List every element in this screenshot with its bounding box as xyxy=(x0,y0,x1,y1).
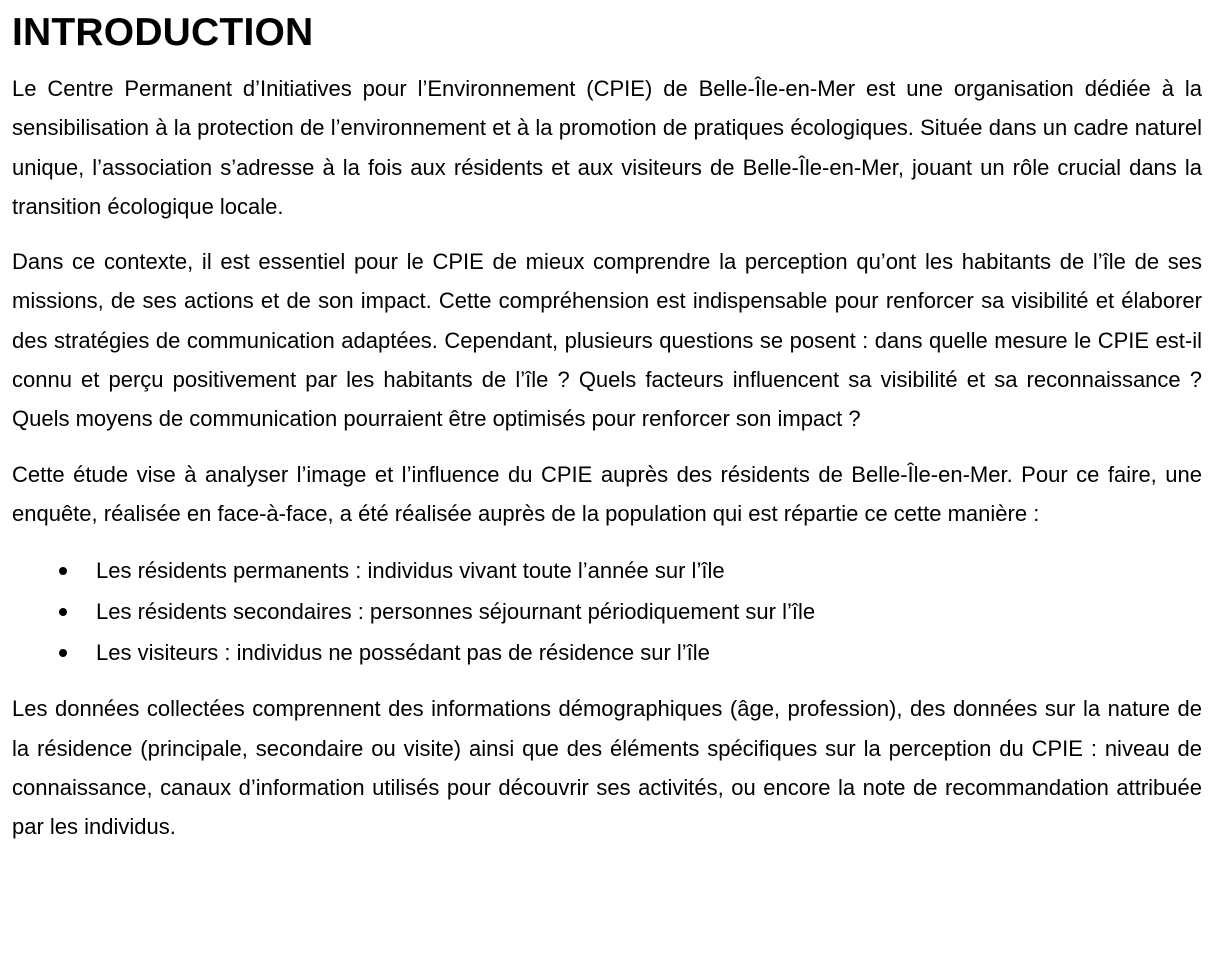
bullet-icon xyxy=(59,567,67,575)
bullet-icon xyxy=(59,608,67,616)
bullet-icon xyxy=(59,649,67,657)
list-item xyxy=(12,550,1202,591)
list-item xyxy=(12,591,1202,632)
paragraph-intro: Le Centre Permanent d’Initiatives pour l’Environnement (CPIE) de Belle-Île-en-Mer est une organisation dédiée à la sensibilisation à la protection de l’environnement et à la promotion de pratiques écologiques. Située dans un cadre naturel unique, l’association s’adresse à la fois aux résidents et aux visiteurs de Belle-Île-en-Mer, jouant un rôle crucial dans la transition écologique locale. xyxy=(12,76,1202,219)
population-list xyxy=(12,550,1202,673)
list-item xyxy=(12,632,1202,673)
paragraph-data-collected: Les données collectées comprennent des informations démographiques (âge, profession), des données sur la nature de la résidence (principale, secondaire ou visite) ainsi que des éléments spécifiques sur la perception du CPIE : niveau de connaissance, canaux d’information utilisés pour découvrir ses activités, ou encore la note de recommandation attribuée par les individus. xyxy=(12,696,1202,840)
list-item-text: Les visiteurs : individus ne possédant pas de résidence sur l’île xyxy=(96,640,710,666)
document-page xyxy=(12,8,1202,862)
paragraph-context: Dans ce contexte, il est essentiel pour le CPIE de mieux comprendre la perception qu’ont les habitants de l’île de ses missions, de ses actions et de son impact. Cette compréhension est indispensable pour renforcer sa visibilité et élaborer des stratégies de communication adaptées. Cependant, plusieurs questions se posent : dans quelle mesure le CPIE est-il connu et perçu positivement par les habitants de l’île ? Quels facteurs influencent sa visibilité et sa reconnaissance ? Quels moyens de communication pourraient être optimisés pour renforcer son impact ? xyxy=(12,249,1202,432)
list-item-text: Les résidents permanents : individus vivant toute l’année sur l’île xyxy=(96,558,725,584)
section-heading: INTRODUCTION xyxy=(12,11,314,54)
paragraph-study: Cette étude vise à analyser l’image et l’influence du CPIE auprès des résidents de Belle-Île-en-Mer. Pour ce faire, une enquête, réalisée en face-à-face, a été réalisée auprès de la population qui est répartie ce cette manière : xyxy=(12,461,1202,526)
list-item-text: Les résidents secondaires : personnes séjournant périodiquement sur l’île xyxy=(96,599,816,625)
